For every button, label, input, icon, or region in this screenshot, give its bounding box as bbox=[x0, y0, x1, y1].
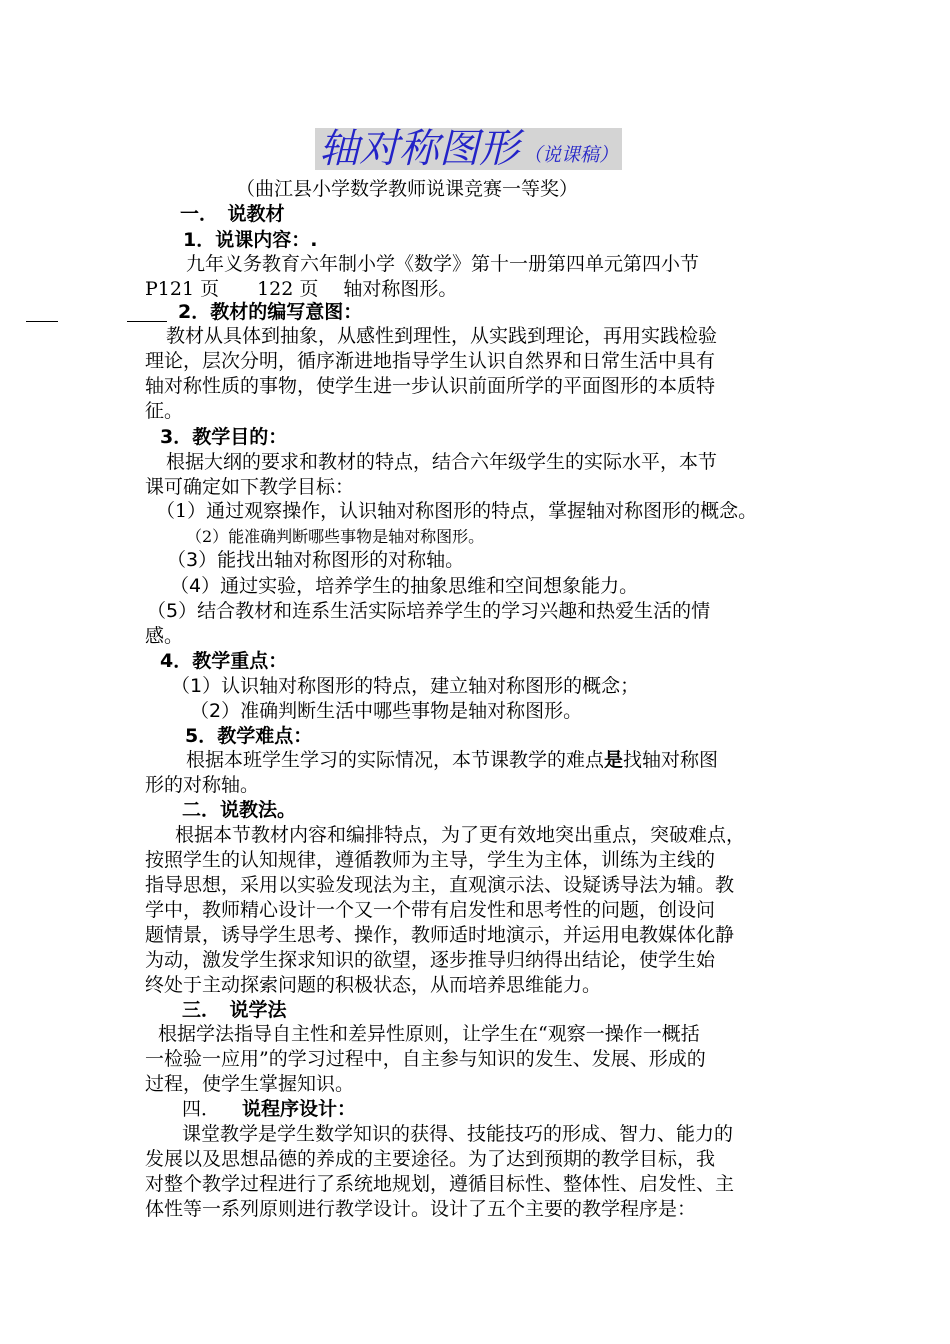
paragraph-line: 按照学生的认知规律，遵循教师为主导，学生为主体，训练为主线的 bbox=[145, 849, 716, 871]
paragraph-line: P121 页 122 页 轴对称图形。 bbox=[145, 278, 458, 300]
section-4-title: 说程序设计： bbox=[242, 1098, 357, 1120]
section-2-heading: 二．说教法。 bbox=[182, 799, 297, 821]
paragraph-line: 征。 bbox=[145, 400, 184, 422]
title-main: 轴对称图形 bbox=[319, 126, 519, 172]
document-title bbox=[315, 128, 622, 170]
paragraph-line: 九年义务教育六年制小学《数学》第十一册第四单元第四小节 bbox=[186, 253, 700, 275]
title-subtitle: （说课稿） bbox=[523, 144, 619, 166]
paragraph-line: 学中，教师精心设计一个又一个带有启发性和思考性的问题，创设问 bbox=[145, 899, 716, 921]
goal-item: （2）能准确判断哪些事物是轴对称图形。 bbox=[186, 527, 485, 546]
paragraph-line: 根据学法指导自主性和差异性原则，让学生在“观察一操作一概括 bbox=[158, 1023, 700, 1045]
subsection-1-4-heading: 4．教学重点： bbox=[160, 650, 288, 672]
paragraph-line: 根据大纲的要求和教材的特点，结合六年级学生的实际水平，本节 bbox=[166, 451, 718, 473]
award-line: （曲江县小学数学教师说课竞赛一等奖） bbox=[236, 178, 579, 200]
paragraph-line: 理论，层次分明，循序渐进地指导学生认识自然界和日常生活中具有 bbox=[145, 350, 716, 372]
text-run: 找轴对称图 bbox=[623, 749, 719, 771]
underline-mark bbox=[26, 321, 58, 322]
paragraph-line: 题情景，诱导学生思考、操作，教师适时地演示，并运用电教媒体化静 bbox=[145, 924, 735, 946]
goal-item: （5）结合教材和连系生活实际培养学生的学习兴趣和热爱生活的情 bbox=[147, 600, 711, 622]
section-4-number: 四． bbox=[182, 1098, 221, 1120]
paragraph-line: 发展以及思想品德的养成的主要途径。为了达到预期的教学目标，我 bbox=[145, 1148, 716, 1170]
goal-item: （4）通过实验，培养学生的抽象思维和空间想象能力。 bbox=[170, 575, 639, 597]
paragraph-line: 轴对称性质的事物，使学生进一步认识前面所学的平面图形的本质特 bbox=[145, 375, 716, 397]
section-1-heading: 一． 说教材 bbox=[180, 203, 285, 225]
underline-mark bbox=[127, 321, 167, 322]
paragraph-line: 体性等一系列原则进行教学设计。设计了五个主要的教学程序是： bbox=[145, 1198, 697, 1220]
text-run-bold: 是 bbox=[604, 749, 624, 771]
goal-item: （3）能找出轴对称图形的对称轴。 bbox=[167, 549, 465, 571]
paragraph-line: 对整个教学过程进行了系统地规划，遵循目标性、整体性、启发性、主 bbox=[145, 1173, 735, 1195]
subsection-1-3-heading: 3．教学目的： bbox=[160, 426, 288, 448]
subsection-1-2-heading: 2．教材的编写意图： bbox=[178, 301, 363, 323]
paragraph-line: 课堂教学是学生数学知识的获得、技能技巧的形成、智力、能力的 bbox=[182, 1123, 734, 1145]
section-3-heading: 三． 说学法 bbox=[182, 999, 287, 1021]
paragraph-line bbox=[186, 747, 718, 773]
goal-item: 感。 bbox=[145, 625, 184, 647]
paragraph-line: 一检验一应用”的学习过程中，自主参与知识的发生、发展、形成的 bbox=[145, 1048, 706, 1070]
text-run: 根据本班学生学习的实际情况，本节课教学的难点 bbox=[186, 749, 605, 771]
paragraph-line: 过程，使学生掌握知识。 bbox=[145, 1073, 355, 1095]
key-point-item: （1）认识轴对称图形的特点，建立轴对称图形的概念； bbox=[171, 675, 640, 697]
paragraph-line: 为动，激发学生探求知识的欲望，逐步推导归纳得出结论，使学生始 bbox=[145, 949, 716, 971]
paragraph-line: 终处于主动探索问题的积极状态，从而培养思维能力。 bbox=[145, 974, 602, 996]
paragraph-line: 教材从具体到抽象，从感性到理性，从实践到理论，再用实践检验 bbox=[166, 325, 718, 347]
goal-item: （1）通过观察操作，认识轴对称图形的特点，掌握轴对称图形的概念。 bbox=[156, 500, 758, 522]
paragraph-line: 课可确定如下教学目标： bbox=[145, 476, 355, 498]
paragraph-line: 形的对称轴。 bbox=[145, 774, 260, 796]
subsection-1-5-heading: 5．教学难点： bbox=[185, 725, 313, 747]
paragraph-line: 根据本节教材内容和编排特点，为了更有效地突出重点，突破难点， bbox=[175, 824, 746, 846]
subsection-1-1-heading: 1．说课内容：. bbox=[183, 229, 318, 251]
key-point-item: （2）准确判断生活中哪些事物是轴对称图形。 bbox=[190, 700, 583, 722]
paragraph-line: 指导思想，采用以实验发现法为主，直观演示法、设疑诱导法为辅。教 bbox=[145, 874, 735, 896]
section-4-heading bbox=[182, 1096, 356, 1122]
